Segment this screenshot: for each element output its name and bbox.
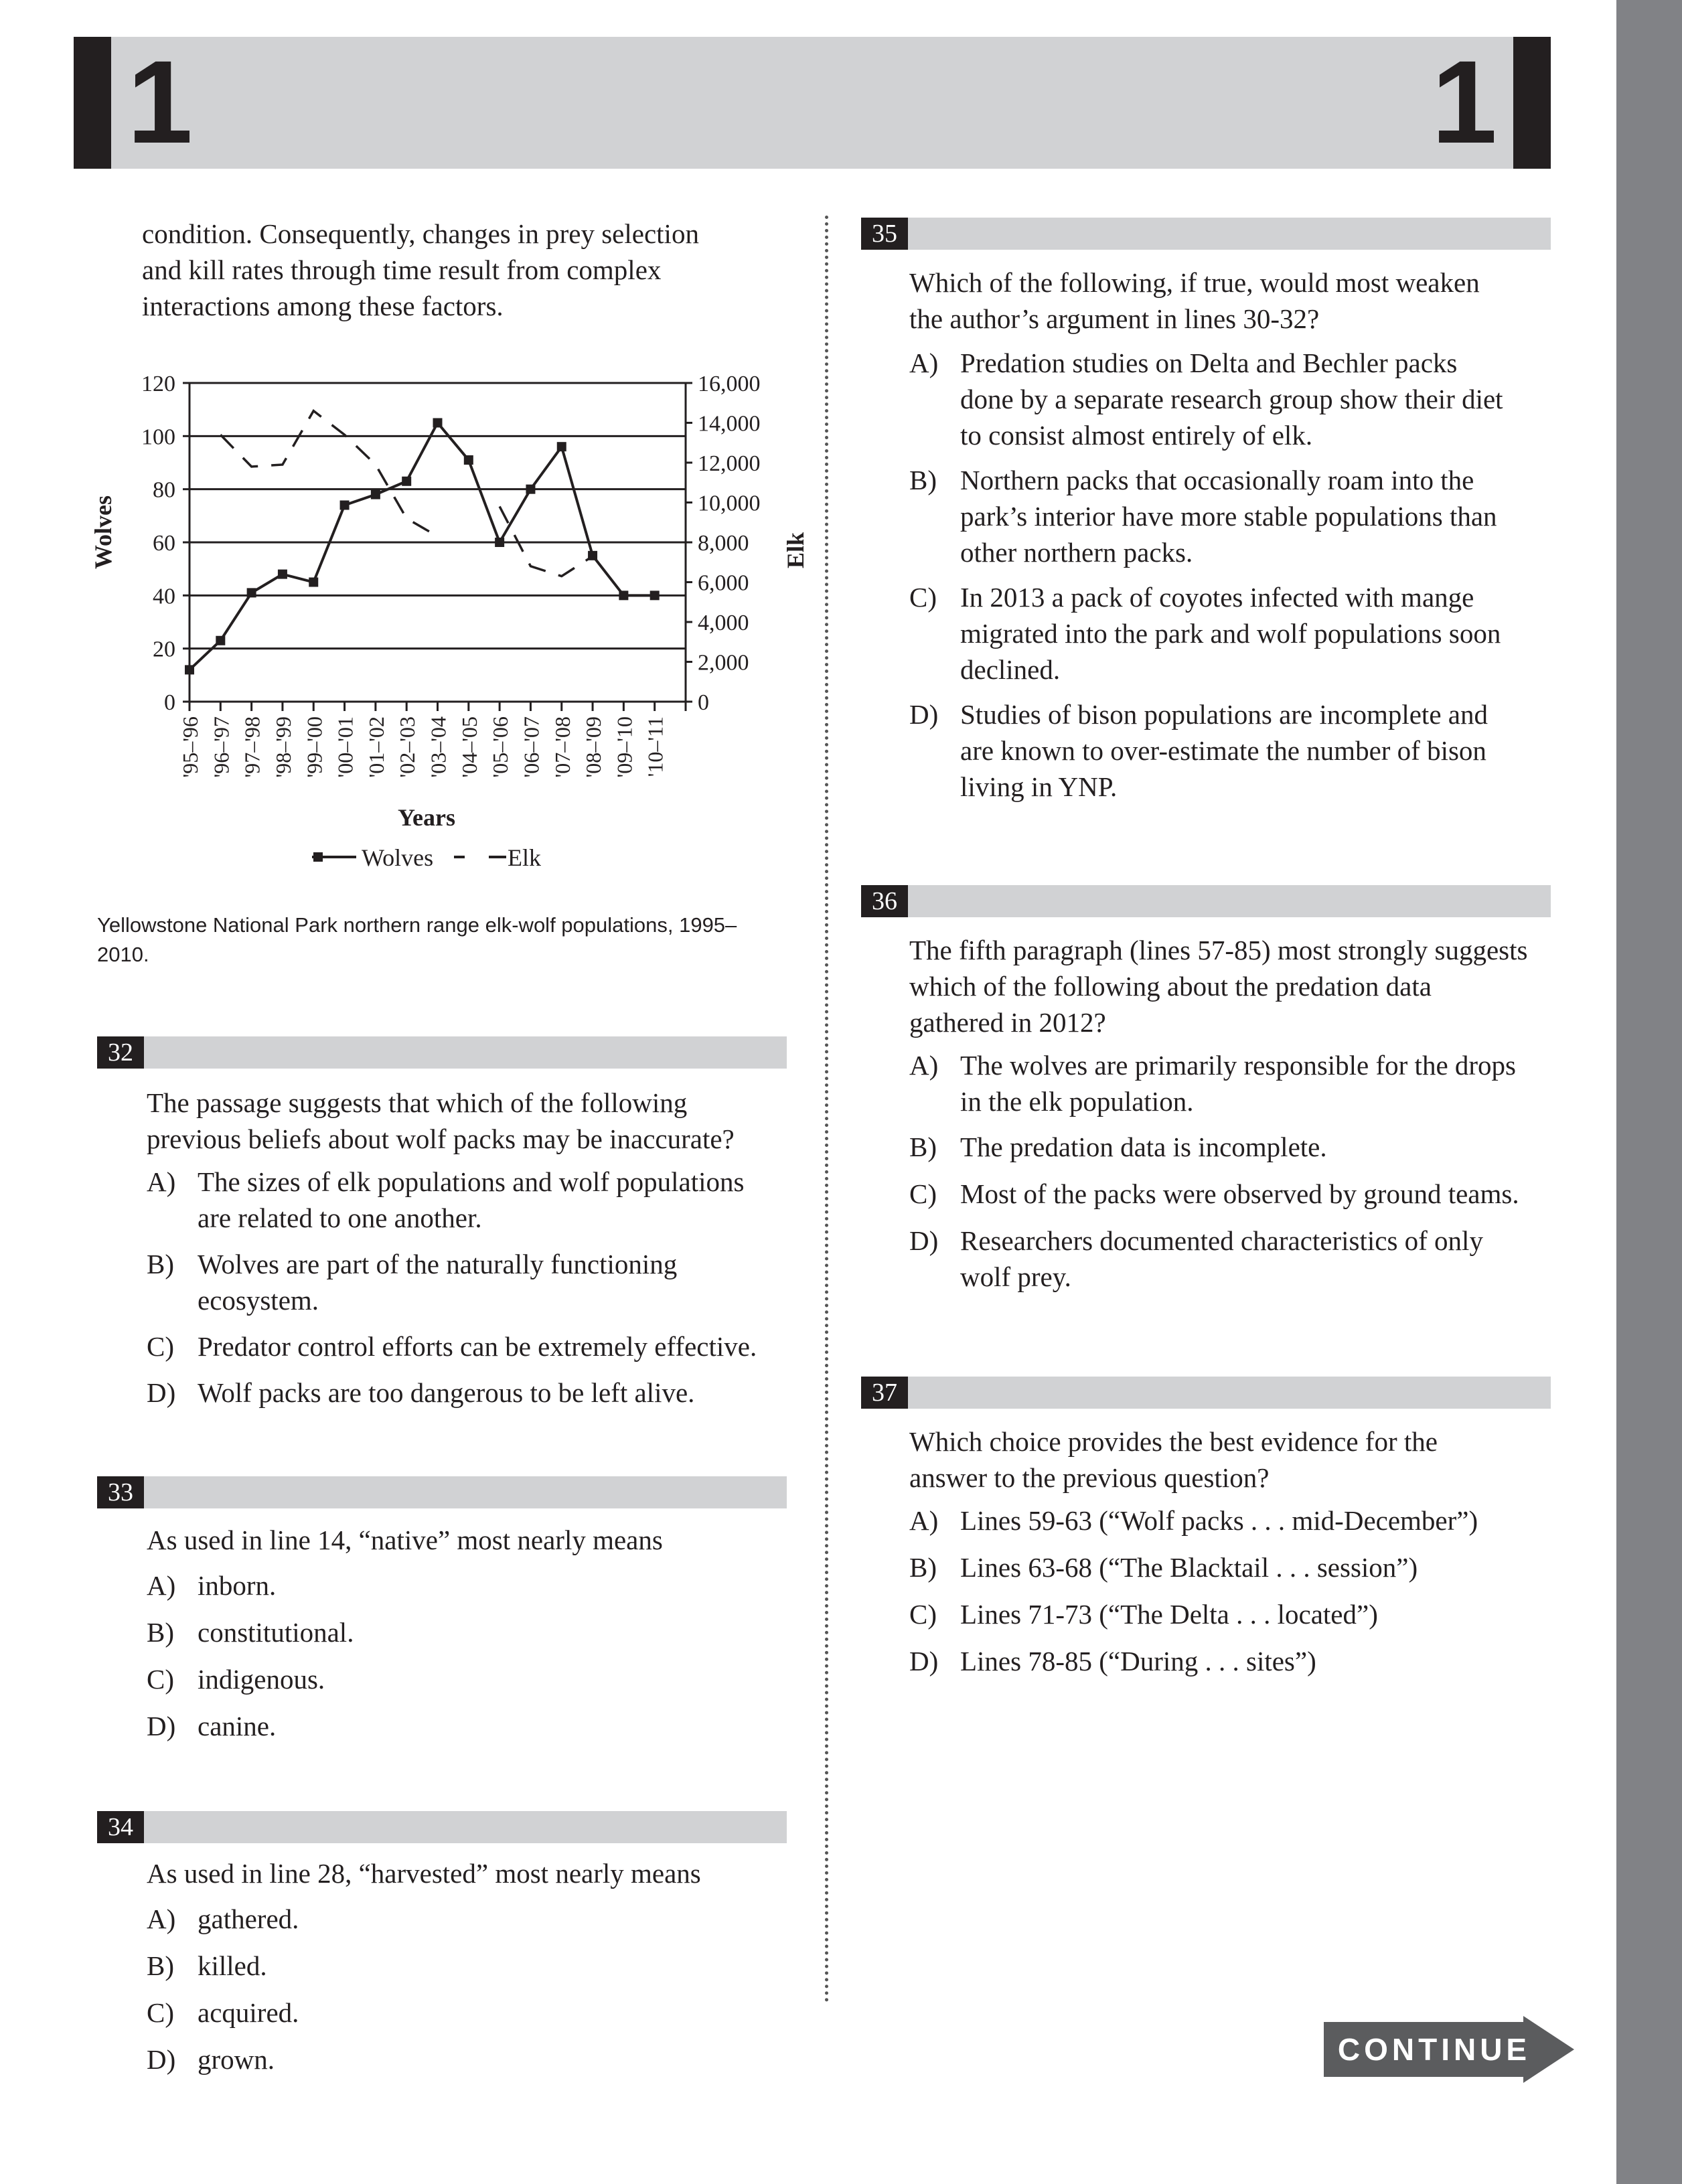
answer-choice-b[interactable] [909, 1549, 1552, 1585]
choice-text: indigenous. [198, 1664, 325, 1695]
choice-text [960, 1047, 1516, 1119]
answer-choice-d[interactable] [147, 2041, 789, 2078]
wolves-data-point [309, 578, 318, 587]
wolves-data-point [495, 538, 504, 547]
x-tick-label: '05–'06 [488, 716, 513, 778]
question-stem [909, 1423, 1552, 1496]
choice-letter: A) [147, 1570, 176, 1601]
choice-letter: B) [909, 465, 937, 495]
x-tick-label: '03–'04 [426, 716, 451, 778]
question-number: 33 [97, 1476, 144, 1508]
continue-label[interactable]: CONTINUE [1337, 2032, 1531, 2067]
chart-caption: Yellowstone National Park northern range elk-wolf populations, 1995–2010. [97, 913, 737, 966]
question-stem [909, 264, 1552, 337]
choice-line: ecosystem. [198, 1285, 319, 1316]
x-tick-label: '09–'10 [612, 716, 637, 778]
section-number-left: 1 [127, 37, 193, 168]
choice-text: Predator control efforts can be extremely effective. [198, 1331, 757, 1362]
answer-choice-d[interactable] [147, 1375, 789, 1411]
choice-line: park’s interior have more stable populations than [960, 501, 1497, 532]
choice-letter: B) [909, 1552, 937, 1583]
choice-line: living in YNP. [960, 771, 1118, 802]
stem-line: answer to the previous question? [909, 1462, 1270, 1493]
y-tick-label-right: 2,000 [698, 650, 749, 676]
question-bar [861, 218, 1551, 250]
choice-letter: A) [909, 1050, 939, 1081]
choice-letter: D) [909, 1225, 939, 1256]
choice-line: In 2013 a pack of coyotes infected with mange [960, 582, 1474, 613]
y-tick-label-left: 40 [153, 584, 175, 609]
passage-line: and kill rates through time result from complex [142, 254, 662, 285]
answer-choice-c[interactable] [147, 1995, 789, 2031]
y-tick-label-left: 100 [141, 424, 175, 450]
question-number: 37 [861, 1377, 908, 1409]
choice-letter: B) [147, 1249, 174, 1279]
x-axis-label: Years [398, 804, 455, 831]
legend-elk-label: Elk [508, 844, 541, 871]
choice-line: migrated into the park and wolf populations soon [960, 618, 1501, 649]
x-tick-label: '98–'99 [271, 716, 295, 778]
choice-letter: A) [147, 1903, 176, 1934]
chart-axes [183, 383, 692, 711]
x-tick-label: '97–'98 [240, 716, 264, 778]
x-tick-label: '06–'07 [519, 716, 544, 778]
choice-text: Most of the packs were observed by ground teams. [960, 1178, 1519, 1209]
wolves-data-point [526, 485, 535, 494]
question-stem [909, 932, 1565, 1040]
choice-line: declined. [960, 654, 1061, 685]
answer-choice-a[interactable] [147, 1901, 789, 1937]
answer-choice-a[interactable] [909, 1502, 1552, 1539]
choice-text [960, 1223, 1483, 1295]
x-tick-label: '99–'00 [302, 716, 327, 778]
x-tick-label: '00–'01 [333, 716, 358, 778]
x-tick-label: '07–'08 [550, 716, 575, 778]
stem-line: previous beliefs about wolf packs may be inaccurate? [147, 1123, 735, 1154]
choice-text: constitutional. [198, 1617, 354, 1648]
wolves-data-point [371, 490, 380, 499]
x-tick-label: '10–'11 [643, 716, 668, 777]
section-number-right: 1 [1432, 37, 1497, 168]
wolves-data-point [278, 570, 287, 579]
question-stem: As used in line 14, “native” most nearly means [147, 1525, 663, 1555]
legend-wolves-marker [313, 852, 323, 862]
header-bar-right [1513, 37, 1551, 169]
choice-text: Lines 63-68 (“The Blacktail . . . session”) [960, 1552, 1418, 1583]
choice-line: are related to one another. [198, 1202, 482, 1233]
stem-line: the author’s argument in lines 30-32? [909, 303, 1320, 334]
choice-line: wolf prey. [960, 1261, 1071, 1292]
stem-line: The fifth paragraph (lines 57-85) most strongly suggests [909, 935, 1528, 965]
answer-choice-c[interactable] [147, 1328, 823, 1364]
choice-line: The sizes of elk populations and wolf populations [198, 1166, 745, 1197]
question-number: 36 [861, 885, 908, 917]
choice-line: other northern packs. [960, 537, 1193, 568]
question-stem [147, 1085, 789, 1157]
y-tick-label-right: 14,000 [698, 411, 761, 437]
choice-line: Wolves are part of the naturally functioning [198, 1249, 678, 1279]
answer-choice-a[interactable] [909, 345, 1552, 453]
y-tick-label-right: 10,000 [698, 491, 761, 516]
wolves-data-point [464, 455, 473, 465]
answer-choice-a[interactable] [147, 1164, 789, 1236]
answer-choice-d[interactable] [909, 1223, 1552, 1295]
y-tick-label-right: 8,000 [698, 531, 749, 556]
question-bar [97, 1811, 787, 1843]
choice-letter: D) [909, 1646, 939, 1676]
choice-text [960, 462, 1497, 570]
wolves-data-point [185, 665, 194, 674]
choice-line: Studies of bison populations are incomplete and [960, 699, 1488, 730]
question-stem: As used in line 28, “harvested” most nearly means [147, 1858, 701, 1889]
x-tick-label: '04–'05 [457, 716, 481, 778]
choice-line: Researchers documented characteristics of only [960, 1225, 1483, 1256]
choice-line: to consist almost entirely of elk. [960, 420, 1313, 451]
legend-wolves-label: Wolves [362, 844, 434, 871]
stem-line: The passage suggests that which of the following [147, 1087, 688, 1118]
y-tick-label-right: 4,000 [698, 611, 749, 635]
stem-line: gathered in 2012? [909, 1007, 1106, 1038]
choice-text [198, 1246, 677, 1318]
choice-line: in the elk population. [960, 1086, 1194, 1117]
y-tick-label-left: 80 [153, 477, 175, 503]
y-tick-label-left: 20 [153, 637, 175, 662]
choice-letter: A) [147, 1166, 176, 1197]
chart-legend [312, 844, 541, 871]
choice-letter: B) [909, 1132, 937, 1162]
answer-choice-b[interactable] [147, 1948, 789, 1984]
stem-line: which of the following about the predation data [909, 971, 1432, 1002]
choice-text: Lines 71-73 (“The Delta . . . located”) [960, 1599, 1378, 1630]
choice-line: Predation studies on Delta and Bechler packs [960, 347, 1458, 378]
x-tick-label: '95–'96 [178, 716, 202, 778]
chart-tick-labels [141, 372, 761, 778]
choice-letter: C) [147, 1331, 174, 1362]
answer-choice-a[interactable] [147, 1567, 789, 1604]
question-bar [97, 1476, 787, 1508]
y-tick-label-left: 120 [141, 372, 175, 396]
choice-text: gathered. [198, 1903, 299, 1934]
choice-letter: A) [909, 1505, 939, 1536]
y-tick-label-left: 0 [164, 690, 175, 715]
answer-choice-d[interactable] [909, 696, 1552, 805]
x-tick-label: '96–'97 [209, 716, 234, 778]
elk-series-line [220, 411, 437, 536]
answer-choice-b[interactable] [147, 1614, 789, 1650]
stem-line: Which of the following, if true, would most weaken [909, 267, 1480, 298]
choice-letter: D) [147, 1711, 176, 1741]
y-tick-label-right: 6,000 [698, 570, 749, 596]
choice-letter: C) [147, 1997, 174, 2028]
wolves-data-point [619, 591, 628, 600]
choice-line: are known to over-estimate the number of bison [960, 735, 1486, 766]
choice-letter: C) [909, 1178, 937, 1209]
x-tick-label: '01–'02 [364, 716, 388, 778]
answer-choice-d[interactable] [909, 1643, 1552, 1679]
answer-choice-d[interactable] [147, 1708, 789, 1744]
answer-choice-b[interactable] [909, 1129, 1552, 1165]
answer-choice-c[interactable] [909, 1596, 1552, 1632]
y-tick-label-right: 0 [698, 690, 709, 715]
choice-text: The predation data is incomplete. [960, 1132, 1327, 1162]
choice-text: acquired. [198, 1997, 299, 2028]
question-bar [861, 885, 1551, 917]
column-divider [825, 216, 828, 2003]
y-axis-label-right: Elk [782, 532, 809, 569]
choice-line: Northern packs that occasionally roam into the [960, 465, 1474, 495]
stem-line: Which choice provides the best evidence for the [909, 1426, 1438, 1457]
y-tick-label-left: 60 [153, 531, 175, 556]
question-bar [861, 1377, 1551, 1409]
answer-choice-b[interactable] [909, 462, 1552, 570]
choice-text: killed. [198, 1950, 267, 1981]
choice-text: Wolf packs are too dangerous to be left alive. [198, 1377, 695, 1408]
x-tick-label: '08–'09 [581, 716, 606, 778]
choice-line: done by a separate research group show their diet [960, 384, 1503, 414]
wolves-series-line [189, 423, 655, 670]
wolves-data-point [650, 591, 660, 600]
choice-text: grown. [198, 2044, 275, 2075]
question-number: 34 [97, 1811, 144, 1843]
wolves-data-point [557, 442, 566, 451]
wolves-data-point [247, 588, 256, 597]
choice-text [960, 579, 1501, 688]
answer-choice-a[interactable] [909, 1047, 1552, 1119]
choice-letter: C) [147, 1664, 174, 1695]
y-tick-label-right: 12,000 [698, 451, 761, 476]
choice-letter: C) [909, 582, 937, 613]
choice-letter: A) [909, 347, 939, 378]
passage-line: interactions among these factors. [142, 291, 504, 321]
elk-wolf-chart [0, 0, 825, 897]
choice-text [198, 1164, 744, 1236]
choice-letter: D) [909, 699, 939, 730]
question-bar [97, 1036, 787, 1069]
choice-text: Lines 78-85 (“During . . . sites”) [960, 1646, 1316, 1676]
wolves-data-point [340, 500, 350, 510]
choice-letter: D) [147, 1377, 176, 1408]
wolves-data-point [433, 418, 443, 428]
wolves-data-point [402, 477, 411, 486]
choice-text [960, 345, 1503, 453]
choice-text: canine. [198, 1711, 277, 1741]
passage-line: condition. Consequently, changes in prey selection [142, 218, 699, 249]
choice-letter: D) [147, 2044, 176, 2075]
page-edge-strip [1616, 0, 1682, 2184]
answer-choice-c[interactable] [147, 1661, 789, 1697]
question-number: 35 [861, 218, 908, 250]
question-number: 32 [97, 1036, 144, 1069]
choice-line: The wolves are primarily responsible for the drops [960, 1050, 1517, 1081]
choice-letter: C) [909, 1599, 937, 1630]
answer-choice-c[interactable] [909, 579, 1552, 688]
choice-letter: B) [147, 1950, 174, 1981]
y-tick-label-right: 16,000 [698, 372, 761, 396]
answer-choice-c[interactable] [909, 1176, 1565, 1212]
wolves-data-point [216, 636, 225, 645]
choice-text: Lines 59-63 (“Wolf packs . . . mid-December”) [960, 1505, 1478, 1536]
choice-text: inborn. [198, 1570, 277, 1601]
choice-letter: B) [147, 1617, 174, 1648]
answer-choice-b[interactable] [147, 1246, 789, 1318]
choice-text [960, 696, 1488, 805]
y-axis-label-left: Wolves [90, 495, 117, 570]
x-tick-label: '02–'03 [395, 716, 420, 778]
